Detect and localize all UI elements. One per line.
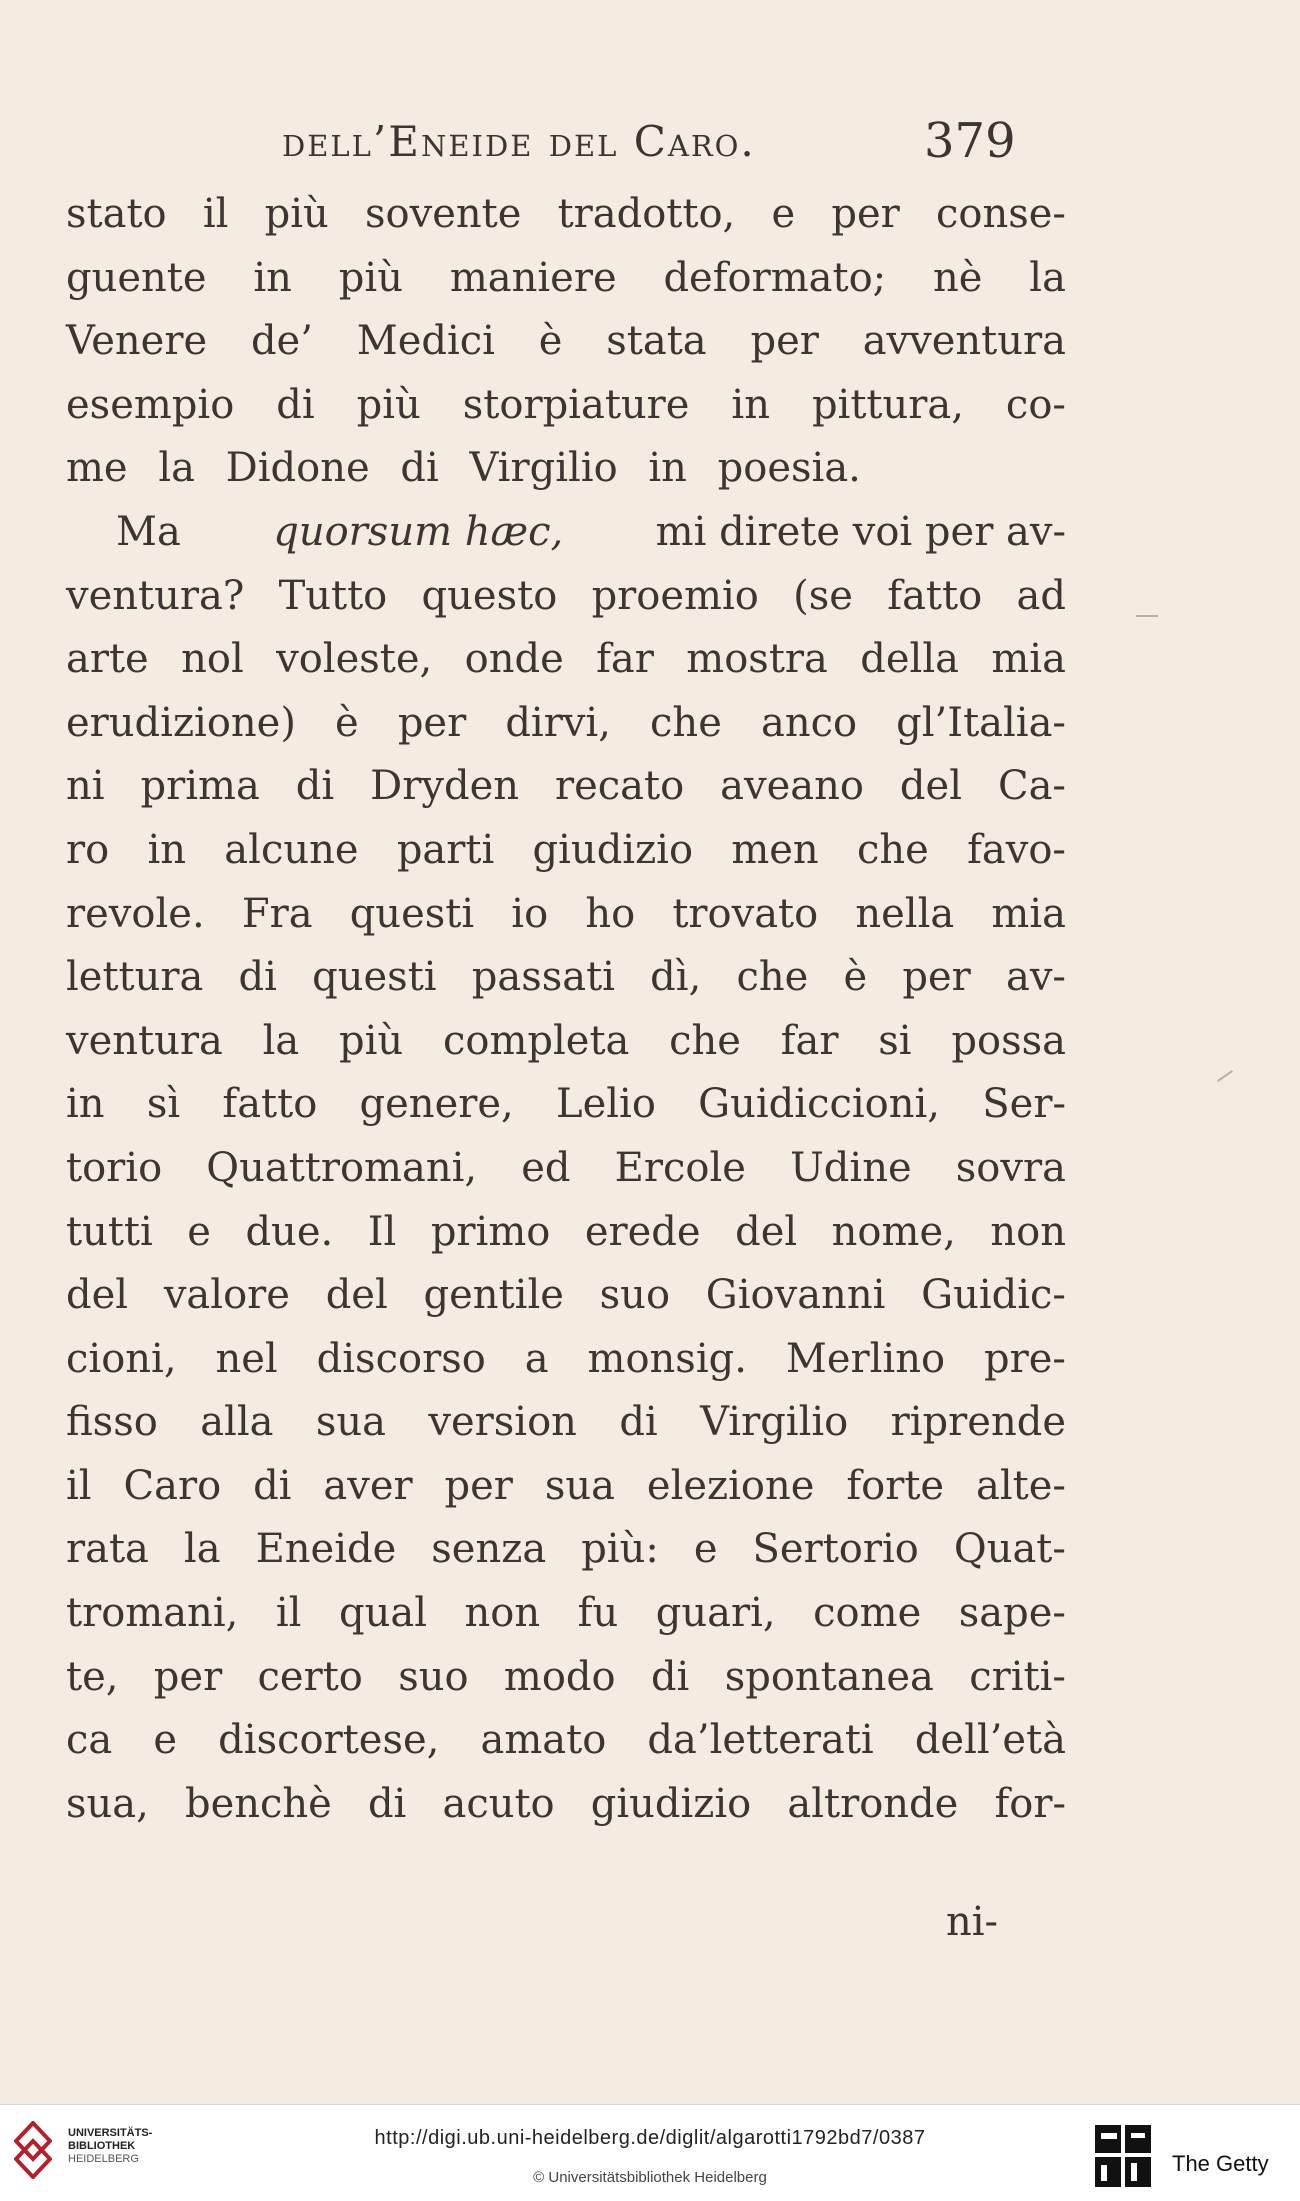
word: mostra <box>686 636 828 683</box>
word: guente <box>66 254 207 301</box>
word: nè <box>933 254 983 301</box>
word: che <box>669 1017 741 1064</box>
word: di <box>238 954 277 1001</box>
text-line-paragraph-start <box>66 501 1066 565</box>
text-line <box>66 1773 1066 1837</box>
word: dirvi, <box>505 699 611 746</box>
word: torio <box>66 1144 163 1191</box>
word: co- <box>1005 381 1066 428</box>
word: completa <box>442 1017 630 1064</box>
word: da’letterati <box>647 1717 874 1764</box>
word: suo <box>599 1272 671 1319</box>
university-name: UNIVERSITÄTS- BIBLIOTHEK HEIDELBERG <box>68 2127 153 2165</box>
latin-quotation: quorsum hæc, <box>273 508 564 555</box>
paragraph-opening-word: Ma <box>116 508 181 555</box>
word: ed <box>521 1144 571 1191</box>
word: Caro <box>123 1462 222 1509</box>
word: ro <box>66 826 110 873</box>
word: di <box>295 763 335 810</box>
word: del <box>899 763 962 810</box>
word: guari, <box>655 1590 776 1637</box>
word: lettura <box>66 954 204 1001</box>
word: di <box>367 1780 407 1827</box>
word: il <box>202 191 229 237</box>
word: più <box>356 381 421 428</box>
word: maniere <box>449 254 617 301</box>
page-number: 379 <box>924 113 1016 169</box>
word: che <box>856 826 929 873</box>
word: riprende <box>890 1399 1066 1446</box>
word: arte <box>66 636 149 683</box>
word: tromani, <box>66 1590 239 1637</box>
paper-speck <box>1217 1070 1233 1082</box>
text-line <box>66 1010 1066 1074</box>
word: questo <box>421 572 558 619</box>
word: discorso <box>316 1335 486 1382</box>
text-line <box>66 1073 1066 1137</box>
text-line <box>66 1328 1066 1392</box>
word: genere, <box>359 1081 514 1128</box>
text-line <box>66 183 1066 247</box>
text-line <box>66 1582 1066 1646</box>
permalink-url[interactable]: http://digi.ub.uni-heidelberg.de/diglit/algarotti1792bd7/0387 <box>374 2127 926 2149</box>
word: sovra <box>955 1144 1066 1191</box>
word: più <box>264 191 329 237</box>
word: favo- <box>967 826 1066 873</box>
word: la <box>262 1017 300 1064</box>
text-line <box>66 1391 1066 1455</box>
word: in <box>253 254 292 301</box>
word: fatto <box>222 1081 318 1128</box>
word: onde <box>464 636 564 683</box>
word: criti- <box>969 1653 1066 1700</box>
word: fatto <box>887 572 983 619</box>
word: non <box>464 1590 541 1637</box>
word: ni <box>66 763 105 810</box>
word: benchè <box>184 1780 332 1827</box>
word: la <box>183 1526 221 1573</box>
running-head <box>0 113 1300 173</box>
line-tail: mi direte voi per av- <box>655 508 1066 555</box>
word: dì, <box>650 954 702 1001</box>
word: esempio <box>66 381 235 428</box>
word: stato <box>66 191 167 237</box>
word: Il <box>367 1208 397 1255</box>
word: prima <box>140 763 260 810</box>
word: ho <box>585 890 636 937</box>
word: sua, <box>66 1780 149 1827</box>
word: come <box>813 1590 922 1637</box>
word: amato <box>480 1717 607 1764</box>
paper-speck <box>1136 615 1158 617</box>
word: per <box>750 318 819 365</box>
word: trovato <box>672 890 819 937</box>
footer-bar <box>0 2104 1300 2201</box>
word: sua <box>315 1399 386 1446</box>
text-line <box>66 374 1066 438</box>
word: monsig. <box>587 1335 747 1382</box>
word: senza <box>431 1526 547 1573</box>
word: aveano <box>720 763 864 810</box>
word: in <box>66 1081 105 1128</box>
text-line <box>66 1709 1066 1773</box>
text-line <box>66 819 1066 883</box>
word: anco <box>760 699 858 746</box>
word: tradotto, <box>557 191 736 237</box>
word: sape- <box>958 1590 1066 1637</box>
word: è <box>843 954 868 1001</box>
text-line <box>66 247 1066 311</box>
word: per <box>397 699 467 746</box>
word: tutti <box>66 1208 153 1255</box>
word: Quat- <box>953 1526 1066 1573</box>
text-line <box>66 883 1066 947</box>
word: rata <box>66 1526 149 1573</box>
word: questi <box>349 890 475 937</box>
text-line <box>66 946 1066 1010</box>
word: Sertorio <box>752 1526 919 1573</box>
word: far <box>596 636 654 683</box>
word: Giovanni <box>705 1272 886 1319</box>
copyright-notice: © Universitätsbibliothek Heidelberg <box>533 2169 767 2186</box>
word: conse- <box>935 191 1066 237</box>
word: è <box>335 699 359 746</box>
text-line <box>66 1455 1066 1519</box>
word: alla <box>200 1399 274 1446</box>
word: nel <box>215 1335 278 1382</box>
word: voleste, <box>276 636 433 683</box>
word: primo <box>430 1208 551 1255</box>
word: ventura? <box>66 572 245 619</box>
word: fisso <box>66 1399 158 1446</box>
text-line <box>66 310 1066 374</box>
word: ad <box>1016 572 1066 619</box>
word: il <box>275 1590 302 1637</box>
word: valore <box>163 1272 290 1319</box>
word: possa <box>951 1017 1066 1064</box>
word: non <box>990 1208 1066 1255</box>
word: erudizione) <box>66 699 296 746</box>
word: parti <box>396 826 495 873</box>
word: della <box>860 636 959 683</box>
word: sovente <box>364 191 522 237</box>
word: due. <box>245 1208 334 1255</box>
word: Lelio <box>556 1081 656 1128</box>
word: in <box>147 826 187 873</box>
word: altronde <box>787 1780 959 1827</box>
word: recato <box>554 763 685 810</box>
word: ca <box>66 1717 113 1764</box>
word: per <box>831 191 900 237</box>
word: nella <box>855 890 955 937</box>
word: dell’età <box>914 1717 1066 1764</box>
word: Udine <box>790 1144 912 1191</box>
word: a <box>524 1335 549 1382</box>
word: aver <box>323 1462 413 1509</box>
word: Guidic- <box>921 1272 1066 1319</box>
text-line <box>66 755 1066 819</box>
word: per <box>902 954 971 1001</box>
word: per <box>444 1462 513 1509</box>
word: giudizio <box>590 1780 752 1827</box>
word: avventura <box>862 318 1066 365</box>
word: più: <box>581 1526 659 1573</box>
word: si <box>878 1017 912 1064</box>
text-line <box>66 1264 1066 1328</box>
text-line <box>66 628 1066 692</box>
word: nol <box>181 636 244 683</box>
word: e <box>153 1717 178 1764</box>
word: (se <box>793 572 853 619</box>
word: for- <box>994 1780 1066 1827</box>
word: mia <box>991 636 1066 683</box>
word: Medici <box>356 318 495 365</box>
word: del <box>66 1272 129 1319</box>
word: Tutto <box>278 572 388 619</box>
text-line <box>66 565 1066 629</box>
word: gentile <box>423 1272 564 1319</box>
word: di <box>253 1462 292 1509</box>
word: forte <box>846 1462 945 1509</box>
word: sua <box>544 1462 615 1509</box>
word: te, <box>66 1653 119 1700</box>
word: Venere <box>66 318 208 365</box>
word: più <box>338 254 403 301</box>
word: del <box>325 1272 388 1319</box>
word: di <box>650 1653 690 1700</box>
word: in <box>731 381 770 428</box>
word: Merlino <box>785 1335 946 1382</box>
word: pittura, <box>811 381 964 428</box>
word: qual <box>338 1590 427 1637</box>
text-line <box>66 1137 1066 1201</box>
word: revole. <box>66 890 205 937</box>
word: mia <box>991 890 1066 937</box>
word: Quattromani, <box>206 1144 478 1191</box>
word: men <box>731 826 819 873</box>
text-line <box>66 1518 1066 1582</box>
word: de’ <box>250 318 313 365</box>
word: acuto <box>442 1780 555 1827</box>
catchword: ni- <box>946 1899 999 1945</box>
getty-logo-icon <box>1093 2123 1153 2189</box>
word: sì <box>146 1081 181 1128</box>
word: per <box>153 1653 223 1700</box>
word: giudizio <box>532 826 694 873</box>
word: il <box>66 1462 92 1509</box>
word: e <box>771 191 796 237</box>
word: Virgilio <box>700 1399 849 1446</box>
word: modo <box>503 1653 616 1700</box>
word: av- <box>1005 954 1066 1001</box>
word: Dryden <box>370 763 519 810</box>
word: Fra <box>241 890 313 937</box>
text-line <box>66 1646 1066 1710</box>
word: fu <box>577 1590 619 1637</box>
word: e <box>693 1526 718 1573</box>
word: io <box>511 890 549 937</box>
word: di <box>619 1399 658 1446</box>
body-text <box>66 183 1066 1836</box>
word: che <box>736 954 809 1001</box>
running-head-title: dell’Eneide del Caro. <box>282 117 756 166</box>
text-line <box>66 1201 1066 1265</box>
word: version <box>428 1399 577 1446</box>
word: Eneide <box>255 1526 397 1573</box>
word: più <box>339 1017 404 1064</box>
word: deformato; <box>663 254 887 301</box>
word: è <box>538 318 563 365</box>
word: questi <box>312 954 437 1001</box>
word: Ser- <box>982 1081 1066 1128</box>
word: cioni, <box>66 1335 177 1382</box>
word: alte- <box>976 1462 1066 1509</box>
word: spontanea <box>724 1653 934 1700</box>
partner-name: The Getty <box>1172 2151 1269 2176</box>
word: nome, <box>831 1208 956 1255</box>
word: erede <box>584 1208 701 1255</box>
word: e <box>187 1208 211 1255</box>
word: Ercole <box>614 1144 746 1191</box>
university-logo-icon <box>14 2121 52 2179</box>
word: far <box>780 1017 839 1064</box>
text-line <box>66 692 1066 756</box>
word: Guidiccioni, <box>698 1081 941 1128</box>
word: storpiature <box>462 381 690 428</box>
word: passati <box>471 954 615 1001</box>
word: pre- <box>984 1335 1066 1382</box>
word: Ca- <box>997 763 1066 810</box>
word: suo <box>398 1653 469 1700</box>
word: che <box>650 699 722 746</box>
word: ventura <box>66 1017 223 1064</box>
word: alcune <box>224 826 359 873</box>
word: certo <box>257 1653 363 1700</box>
word: la <box>1029 254 1066 301</box>
word: discortese, <box>218 1717 440 1764</box>
text-line: me la Didone di Virgilio in poesia. <box>66 445 861 492</box>
word: del <box>735 1208 798 1255</box>
word: di <box>276 381 315 428</box>
word: gl’Italia- <box>896 699 1066 746</box>
word: elezione <box>646 1462 815 1509</box>
word: proemio <box>591 572 759 619</box>
word: stata <box>606 318 707 365</box>
